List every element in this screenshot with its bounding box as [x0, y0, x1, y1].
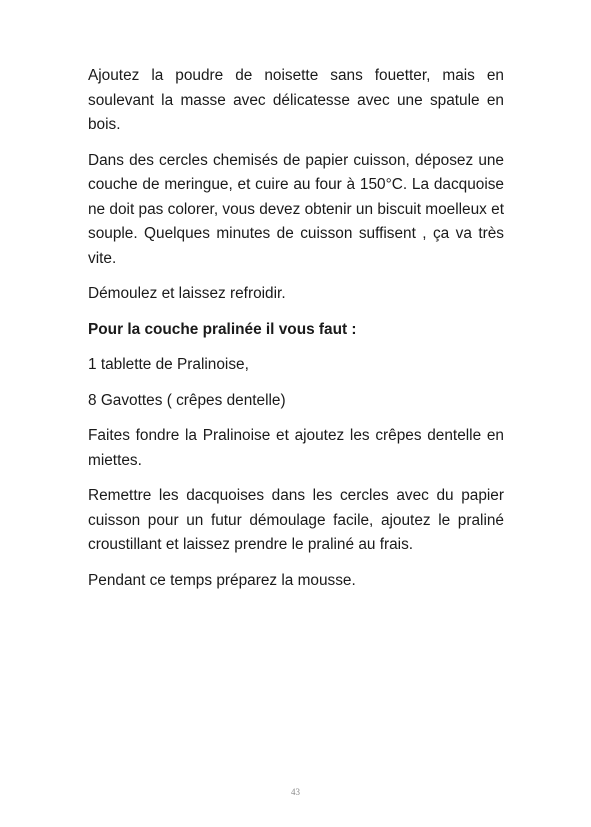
paragraph-hazelnut-powder: Ajoutez la poudre de noisette sans fouetter, mais en soulevant la masse avec délicatesse avec une spatule en bois. [88, 67, 504, 133]
ingredient-gavottes: 8 Gavottes ( crêpes dentelle) [88, 391, 286, 409]
page-body [88, 64, 504, 604]
paragraph-assemble-dacquoise: Remettre les dacquoises dans les cercles avec du papier cuisson pour un futur démoulage facile, ajoutez le praliné croustillant et laissez prendre le praliné au frais. [88, 487, 504, 553]
paragraph-prepare-mousse: Pendant ce temps préparez la mousse. [88, 571, 356, 589]
paragraph-melt-pralinoise: Faites fondre la Pralinoise et ajoutez les crêpes dentelle en miettes. [88, 427, 504, 469]
ingredient-pralinoise: 1 tablette de Pralinoise, [88, 356, 249, 373]
page-number: 43 [291, 787, 300, 797]
paragraph-meringue-baking: Dans des cercles chemisés de papier cuisson, déposez une couche de meringue, et cuire au four à 150°C. La dacquoise ne doit pas colorer, vous devez obtenir un biscuit moelleux et souple. Quelques minutes de cuisson suffisent , ça va très vite. [88, 151, 504, 267]
paragraph-unmold: Démoulez et laissez refroidir. [88, 285, 286, 302]
section-heading-praline-layer: Pour la couche pralinée il vous faut : [88, 320, 357, 338]
